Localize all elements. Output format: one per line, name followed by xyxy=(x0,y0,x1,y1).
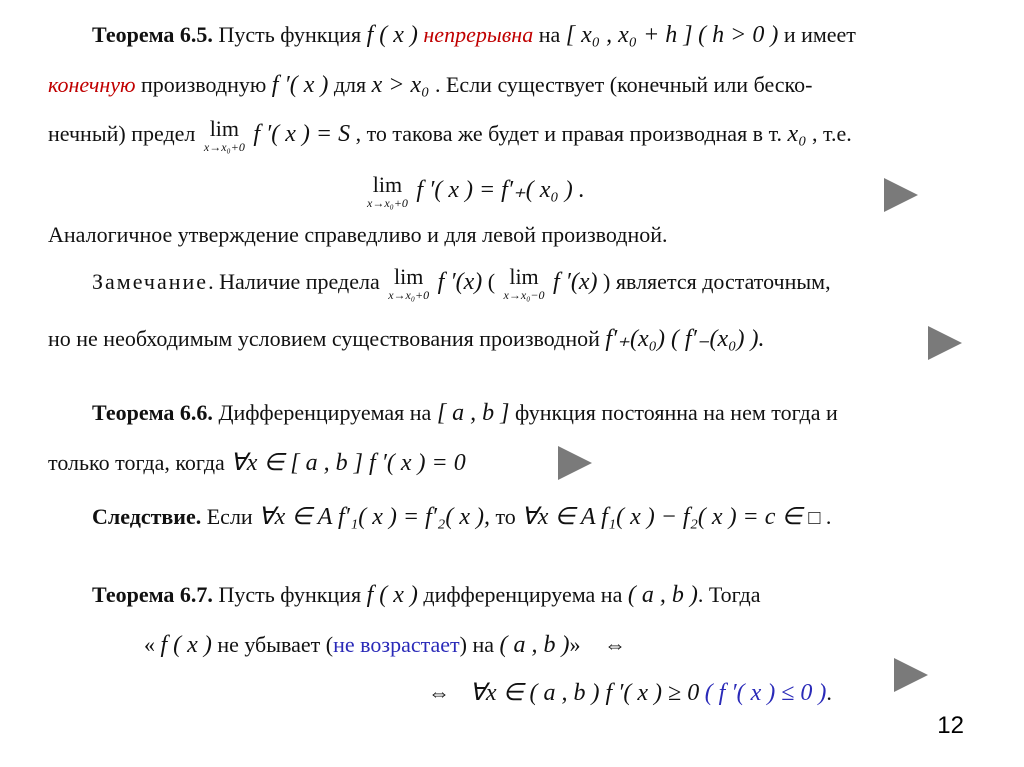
remark-line-1: Замечание. Наличие предела lim x→x₀+0 f ′(x) ( lim x→x₀−0 f ′(x) ) является достаточным, xyxy=(92,264,831,302)
theorem-6-5-line-2: конечную производную f ′( x ) для x > x₀ . Если существует (конечный или беско- xyxy=(48,72,813,98)
corollary-line: Следствие. Если ∀x ∈ A f′₁( x ) = f′₂( x ), то ∀x ∈ A f₁( x ) − f₂( x ) = c ∈ □ . xyxy=(92,504,832,530)
iff-symbol: ⇔ xyxy=(428,680,450,705)
monotone-condition-alt: ( f ′( x ) ≤ 0 ) xyxy=(704,680,827,706)
limit-expression: f ′( x ) = S xyxy=(253,121,351,147)
remark-limit-left: lim x→x₀−0 xyxy=(503,264,545,302)
theorem-6-5-title: Теорема 6.5. xyxy=(92,22,213,47)
function-f: f ( x ) xyxy=(366,22,418,48)
theorem-6-6-line-1: Теорема 6.6. Дифференцируемая на [ a , b ] функция постоянна на нем тогда и xyxy=(92,400,838,426)
theorem-6-5-line-4: Аналогичное утверждение справедливо и для левой производной. xyxy=(48,222,668,247)
missing-glyph-box: □ xyxy=(808,507,821,529)
theorem-6-6-title: Теорема 6.6. xyxy=(92,400,213,425)
remark-title: Замечание xyxy=(92,269,209,294)
monotone-condition: ∀x ∈ ( a , b ) f ′( x ) ≥ 0 xyxy=(469,680,700,706)
formula-expression: f ′( x ) = f′₊( x₀ ) . xyxy=(416,177,585,203)
interval-x0-h: [ x₀ , x₀ + h ] xyxy=(565,22,693,48)
interval-open-a-b: ( a , b ) xyxy=(627,582,698,608)
formula-limit-operator: lim x→x₀+0 xyxy=(367,172,408,210)
theorem-6-5-formula xyxy=(364,172,585,212)
theorem-6-5-line-1: Теорема 6.5. Пусть функция f ( x ) непрерывна на [ x₀ , x₀ + h ] ( h > 0 ) и имеет xyxy=(92,22,856,48)
condition-x-gt-x0: x > x₀ xyxy=(371,72,430,98)
theorem-6-7-line-3: ⇔ ∀x ∈ ( a , b ) f ′( x ) ≥ 0 ( f ′( x ) ≤ 0 ). xyxy=(428,680,832,706)
limit-operator: lim x→x₀+0 xyxy=(203,116,245,154)
point-x0: x₀ xyxy=(787,121,807,147)
derivative-f: f ′( x ) xyxy=(271,72,329,98)
page-number: 12 xyxy=(937,712,964,739)
continuous-text: непрерывна xyxy=(423,22,534,47)
zero-derivative-condition: ∀x ∈ [ a , b ] f ′( x ) = 0 xyxy=(230,450,466,476)
play-triangle-icon[interactable] xyxy=(928,326,962,360)
equal-derivatives-condition: ∀x ∈ A f′₁( x ) = f′₂( x ), xyxy=(258,504,490,530)
not-increase-text: не возрастает xyxy=(333,632,460,657)
one-sided-derivatives: f′₊(x₀) ( f′₋(x₀) ). xyxy=(605,326,765,352)
play-triangle-icon[interactable] xyxy=(884,178,918,212)
difference-constant: ∀x ∈ A f₁( x ) − f₂( x ) = c ∈ xyxy=(521,504,809,530)
theorem-6-6-line-2: только тогда, когда ∀x ∈ [ a , b ] f ′( x ) = 0 xyxy=(48,450,466,476)
theorem-6-7-title: Теорема 6.7. xyxy=(92,582,213,607)
interval-a-b: [ a , b ] xyxy=(436,400,510,426)
play-triangle-icon[interactable] xyxy=(894,658,928,692)
theorem-6-5-line-3: нечный) предел lim x→x₀+0 f ′( x ) = S , то такова же будет и правая производная в т. x₀ , т.е. xyxy=(48,116,852,154)
finite-text: конечную xyxy=(48,72,136,97)
play-triangle-icon[interactable] xyxy=(558,446,592,480)
corollary-title: Следствие. xyxy=(92,504,202,529)
theorem-6-7-line-1: Теорема 6.7. Пусть функция f ( x ) дифференцируема на ( a , b ). Тогда xyxy=(92,582,761,608)
condition-h: ( h > 0 ) xyxy=(698,22,779,48)
theorem-6-7-line-2: « f ( x ) не убывает (не возрастает) на ( a , b )» ⇔ xyxy=(144,632,626,658)
remark-line-2: но не необходимым условием существования производной f′₊(x₀) ( f′₋(x₀) ). xyxy=(48,326,765,352)
iff-symbol: ⇔ xyxy=(604,632,626,657)
remark-limit-right: lim x→x₀+0 xyxy=(388,264,430,302)
